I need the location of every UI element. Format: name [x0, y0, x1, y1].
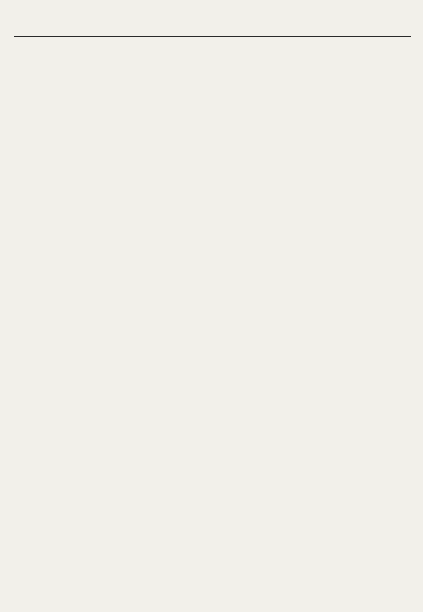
text-columns	[14, 47, 411, 607]
column-right	[217, 47, 411, 607]
column-left	[14, 47, 203, 607]
page-header	[14, 14, 411, 37]
